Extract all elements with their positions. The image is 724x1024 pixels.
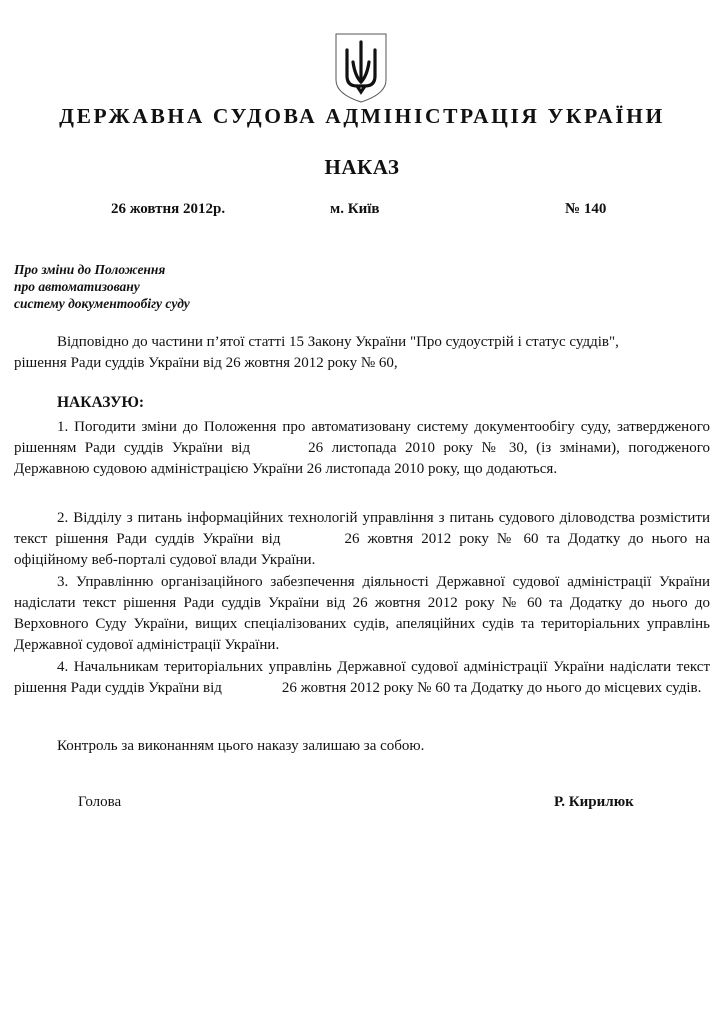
order-heading: НАКАЗУЮ: bbox=[57, 394, 145, 411]
signatory-name: Р. Кирилюк bbox=[554, 794, 634, 810]
item-text: 3. Управлінню організаційного забезпечення діяльності Державної судової адміністрації України надіслати текст рішення Ради суддів України від 26 жовтня 2012 року № 60 та Додатку до нього до Верховного Суду України, вищих спеціалізованих судів, апеляційних судів та територіальних управлінь Державної судової адміністрації України. bbox=[14, 574, 710, 653]
control-clause bbox=[14, 736, 710, 757]
order-place: м. Київ bbox=[330, 201, 380, 217]
control-text: Контроль за виконанням цього наказу залишаю за собою. bbox=[57, 738, 425, 754]
organization-name: ДЕРЖАВНА СУДОВА АДМІНІСТРАЦІЯ УКРАЇНИ bbox=[59, 104, 665, 128]
item-text: 26 жовтня 2012 року № 60 та Додатку до нього до місцевих судів. bbox=[281, 680, 702, 696]
item-text: 2. Відділу з питань інформаційних технологій управління з питань судового діловодства розмістити текст рішення Ради суддів України від bbox=[14, 510, 710, 547]
item-text: 1. Погодити зміни до Положення про автоматизовану систему документообігу суду, затвердженого рішенням Ради суддів України від bbox=[14, 419, 710, 456]
trident-coat-of-arms-icon bbox=[333, 32, 389, 104]
subject-line: систему документообігу суду bbox=[14, 296, 190, 311]
preamble-line: рішення Ради суддів України від 26 жовтня 2012 року № 60, bbox=[14, 355, 398, 371]
order-item-2 bbox=[14, 508, 710, 571]
order-number: № 140 bbox=[565, 201, 607, 217]
signatory-position: Голова bbox=[78, 794, 122, 810]
order-item-1 bbox=[14, 417, 710, 480]
preamble-line: Відповідно до частини п’ятої статті 15 Закону України "Про судоустрій і статус суддів", bbox=[57, 334, 619, 350]
item-text: 4. Начальникам територіальних управлінь Державної судової адміністрації України надіслати текст рішення Ради суддів України від bbox=[14, 659, 710, 696]
preamble bbox=[14, 332, 710, 374]
item-text: 26 жовтня 2012 року № 60 та Додатку до нього на офіційному веб-порталі судової влади України. bbox=[14, 531, 710, 568]
subject-line: Про зміни до Положення bbox=[14, 262, 166, 277]
order-item-3 bbox=[14, 572, 710, 656]
order-subject bbox=[14, 261, 190, 312]
order-item-4 bbox=[14, 657, 710, 699]
item-text: 26 листопада 2010 року № 30, (із змінами), погодженого Державною судовою адміністрацією України 26 листопада 2010 року, що додаються. bbox=[14, 440, 710, 477]
document-type: НАКАЗ bbox=[324, 155, 400, 179]
subject-line: про автоматизовану bbox=[14, 279, 140, 294]
order-date: 26 жовтня 2012р. bbox=[111, 201, 226, 217]
